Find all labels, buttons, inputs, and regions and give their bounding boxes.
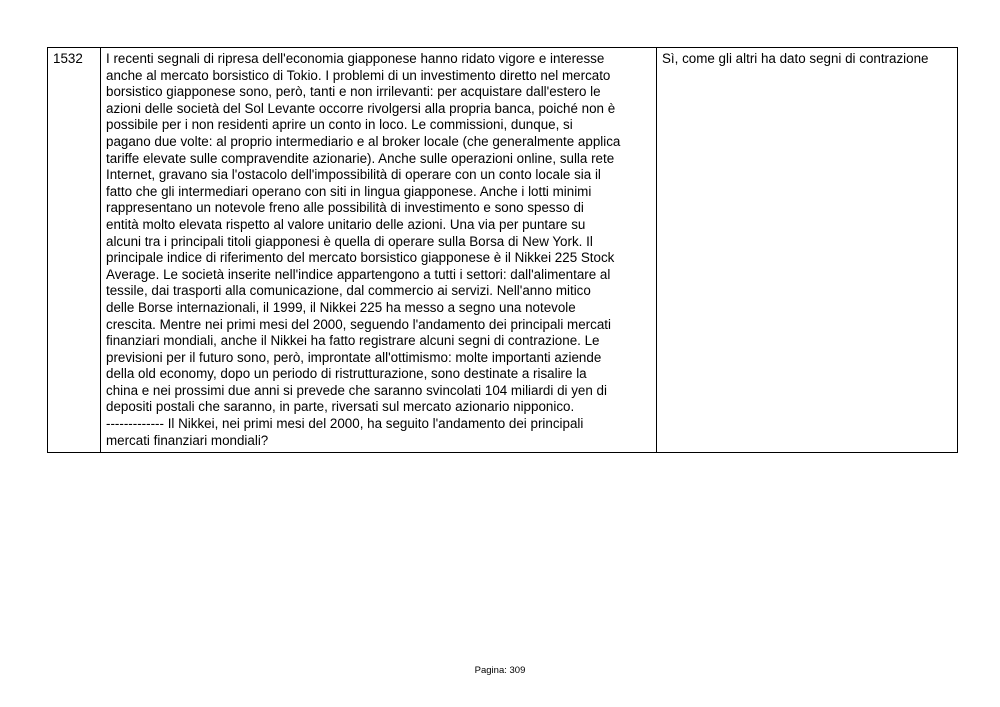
answer-cell: Sì, come gli altri ha dato segni di contrazione <box>657 48 958 453</box>
table-row <box>48 48 958 453</box>
question-text-cell: I recenti segnali di ripresa dell'economia giapponese hanno ridato vigore e interesse anche al mercato borsistico di Tokio. I problemi di un investimento diretto nel mercato borsistico giapponese sono, però, tanti e non irrilevanti: per acquistare dall'estero le azioni delle società del Sol Levante occorre rivolgersi alla propria banca, poiché non è possibile per i non residenti aprire un conto in loco. Le commissioni, dunque, si pagano due volte: al proprio intermediario e al broker locale (che generalmente applica tariffe elevate sulle compravendite azionarie). Anche sulle operazioni online, sulla rete Internet, gravano sia l'ostacolo dell'impossibilità di operare con un conto locale sia il fatto che gli intermediari operano con siti in lingua giapponese. Anche i lotti minimi rappresentano un notevole freno alle possibilità di investimento e sono spesso di entità molto elevata rispetto al valore unitario delle azioni. Una via per puntare su alcuni tra i principali titoli giapponesi è quella di operare sulla Borsa di New York. Il principale indice di riferimento del mercato borsistico giapponese è il Nikkei 225 Stock Average. Le società inserite nell'indice appartengono a tutti i settori: dall'alimentare al tessile, dai trasporti alla comunicazione, dal commercio ai servizi. Nell'anno mitico delle Borse internazionali, il 1999, il Nikkei 225 ha messo a segno una notevole crescita. Mentre nei primi mesi del 2000, seguendo l'andamento dei principali mercati finanziari mondiali, anche il Nikkei ha fatto registrare alcuni segni di contrazione. Le previsioni per il futuro sono, però, improntate all'ottimismo: molte importanti aziende della old economy, dopo un periodo di ristrutturazione, sono destinate a risalire la china e nei prossimi due anni si prevede che saranno svincolati 104 miliardi di yen di depositi postali che saranno, in parte, riversati sul mercato azionario nipponico. ------------- Il Nikkei, nei primi mesi del 2000, ha seguito l'andamento dei principali mercati finanziari mondiali? <box>101 48 657 453</box>
question-id-cell: 1532 <box>48 48 101 453</box>
question-table <box>47 47 958 453</box>
page-number: Pagina: 309 <box>474 665 526 676</box>
